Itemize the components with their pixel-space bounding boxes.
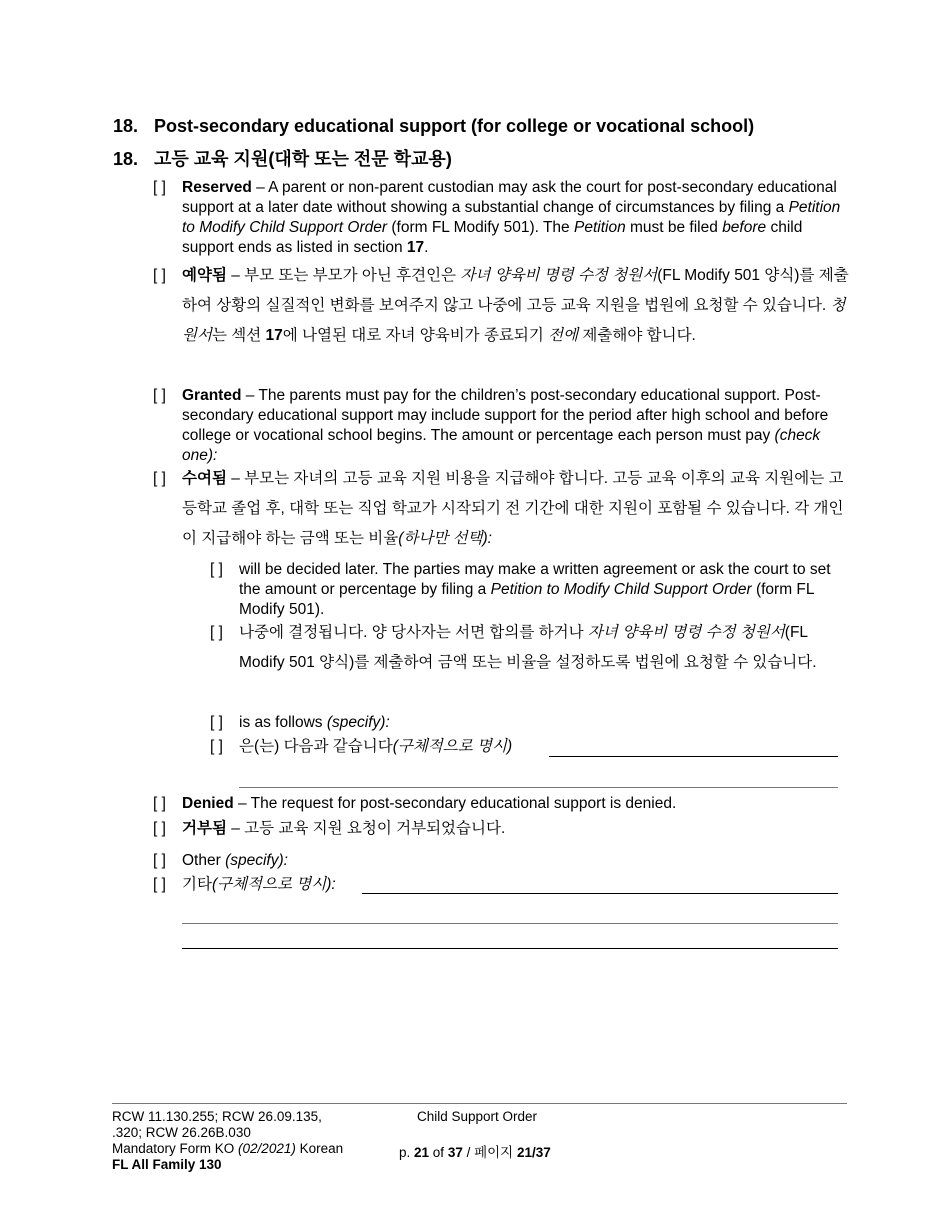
- reserved-section-ref: 17: [406, 239, 425, 256]
- option-granted-ko: [153, 464, 853, 554]
- denied-checkbox[interactable]: [ ]: [153, 795, 166, 812]
- footer-mandatory-text: Mandatory Form KO: [112, 1141, 239, 1156]
- footer-ko-page-current: 21: [516, 1145, 533, 1160]
- later-text-en: [239, 560, 850, 620]
- later-form-name: Petition to Modify Child Support Order: [490, 581, 752, 598]
- option-other-en: [153, 851, 853, 871]
- footer-page-number: [399, 1145, 551, 1161]
- reserved-ko-text-3: 는 섹션: [211, 327, 266, 344]
- reserved-ko-form: 자녀 양육비 명령 수정 청원서: [460, 267, 658, 284]
- later-ko-form: 자녀 양육비 명령 수정 청원서: [587, 624, 785, 641]
- reserved-ko-text-4: 에 나열된 대로 자녀 양육비가 종료되기: [282, 327, 549, 344]
- other-fill-line[interactable]: [362, 893, 838, 894]
- section-heading-en: [113, 116, 754, 137]
- granted-check-one: (check one):: [182, 427, 821, 464]
- suboption-follows-en: [210, 713, 850, 733]
- option-reserved-ko: [153, 261, 853, 381]
- reserved-petition: Petition: [573, 219, 626, 236]
- denied-text-1: – The request for post-secondary educational support is denied.: [233, 795, 677, 812]
- other-fill-line-3[interactable]: [182, 948, 838, 949]
- reserved-form-name: Petition to Modify Child Support Order: [182, 199, 841, 236]
- follows-text-ko: [239, 737, 850, 757]
- granted-text-en: [182, 386, 853, 466]
- granted-checkbox[interactable]: [ ]: [153, 387, 166, 404]
- footer-ko-separator: / 페이지: [462, 1145, 517, 1160]
- footer-divider: [112, 1103, 847, 1104]
- follows-checkbox[interactable]: [ ]: [210, 714, 223, 731]
- footer-language: Korean: [295, 1141, 344, 1156]
- suboption-later-ko: [210, 618, 850, 708]
- reserved-ko-text-1: – 부모 또는 부모가 아닌 후견인은: [226, 267, 461, 284]
- follows-fill-line-2[interactable]: [239, 787, 838, 788]
- footer-page-total: 37: [447, 1145, 463, 1160]
- footer-rcw-2: .320; RCW 26.26B.030: [112, 1125, 251, 1140]
- reserved-checkbox[interactable]: [ ]: [153, 179, 166, 196]
- reserved-text-1: – A parent or non-parent custodian may ask the court for post-secondary educational support at a later date without showing a substantial change of circumstances by filing a: [182, 179, 837, 216]
- other-ko-text-1: 기타: [182, 876, 212, 893]
- follows-text-1: is as follows: [239, 714, 327, 731]
- other-fill-line-2[interactable]: [182, 923, 838, 924]
- footer-form-date: (02/2021): [238, 1141, 296, 1156]
- reserved-ko-section-ref: 17: [265, 327, 283, 344]
- option-denied-en: [153, 794, 853, 814]
- reserved-text-2: (form FL Modify 501). The: [387, 219, 574, 236]
- later-text-ko: [239, 618, 850, 678]
- granted-label: Granted: [182, 387, 242, 404]
- later-ko-text-2: (FL Modify 501 양식)를 제출하여 금액 또는 비율을 설정하도록 법원에 요청할 수 있습니다.: [239, 624, 817, 671]
- reserved-ko-before: 전에: [548, 327, 579, 344]
- follows-fill-line[interactable]: [549, 756, 838, 757]
- denied-ko-text-1: – 고등 교육 지원 요청이 거부되었습니다.: [226, 820, 506, 837]
- footer-left: [112, 1109, 343, 1173]
- footer-mandatory-form: [112, 1141, 343, 1157]
- granted-ko-text-1: – 부모는 자녀의 고등 교육 지원 비용을 지급해야 합니다. 고등 교육 이후의 교육 지원에는 고등학교 졸업 후, 대학 또는 직업 학교가 시작되기 전 기간에 대한 지원이 포함될 수 있습니다. 각 개인이 지급해야 하는 금액 또는 비율: [182, 470, 844, 547]
- reserved-text-4: child support ends as listed in section: [182, 219, 803, 256]
- later-checkbox-ko[interactable]: [ ]: [210, 624, 223, 641]
- footer-form-id: FL All Family 130: [112, 1157, 222, 1172]
- option-denied-ko: [153, 819, 853, 841]
- later-ko-text-1: 나중에 결정됩니다. 양 당사자는 서면 합의를 하거나: [239, 624, 588, 641]
- granted-checkbox-ko[interactable]: [ ]: [153, 470, 166, 487]
- other-ko-specify: (구체적으로 명시):: [211, 876, 336, 893]
- footer-rcw-1: RCW 11.130.255; RCW 26.09.135,: [112, 1109, 322, 1124]
- reserved-ko-text-5: 제출해야 합니다.: [578, 327, 696, 344]
- later-text-1: will be decided later. The parties may make a written agreement or ask the court to set the amount or percentage by filing a: [239, 561, 831, 598]
- reserved-label: Reserved: [182, 179, 252, 196]
- other-text-1: Other: [182, 852, 226, 869]
- reserved-text-en: [182, 178, 853, 258]
- later-checkbox[interactable]: [ ]: [210, 561, 223, 578]
- option-reserved-en: [153, 178, 853, 258]
- footer-p: p.: [399, 1145, 415, 1160]
- other-text-ko: [182, 875, 853, 895]
- section-title-en: Post-secondary educational support (for college or vocational school): [154, 116, 755, 136]
- granted-label-ko: 수여됨: [182, 470, 227, 487]
- option-granted-en: [153, 386, 853, 466]
- reserved-ko-petition: 청원서: [182, 297, 846, 344]
- follows-text-en: [239, 713, 850, 733]
- reserved-before: before: [722, 219, 767, 236]
- reserved-ko-text-2: (FL Modify 501 양식)를 제출하여 상황의 실질적인 변화를 보여주지 않고 나중에 고등 교육 지원을 법원에 요청할 수 있습니다.: [182, 267, 849, 314]
- section-heading-ko: [113, 145, 452, 171]
- section-number: 18.: [113, 116, 139, 136]
- footer-ko-page-total: 37: [535, 1145, 551, 1160]
- other-text-en: [182, 851, 853, 871]
- footer-page-current: 21: [414, 1145, 430, 1160]
- denied-label: Denied: [182, 795, 234, 812]
- reserved-text-ko: [182, 261, 853, 351]
- follows-checkbox-ko[interactable]: [ ]: [210, 738, 223, 755]
- footer-ko-slash: /: [532, 1145, 536, 1160]
- footer-doc-title: Child Support Order: [417, 1109, 538, 1124]
- denied-text-en: [182, 794, 853, 814]
- other-specify: (specify):: [225, 852, 288, 869]
- other-checkbox[interactable]: [ ]: [153, 852, 166, 869]
- suboption-later-en: [210, 560, 850, 620]
- follows-ko-text-1: 은(는) 다음과 같습니다: [239, 738, 393, 755]
- denied-text-ko: [182, 819, 853, 839]
- granted-text-1: – The parents must pay for the children’s post-secondary educational support. Post-secondary educational support may include support for the period after high school and before college or vocational school begins. The amount or percentage each person must pay: [182, 387, 829, 444]
- reserved-text-5: .: [424, 239, 429, 256]
- granted-ko-check-one: (하나만 선택):: [398, 530, 492, 547]
- section-number-ko: 18.: [113, 149, 139, 169]
- denied-checkbox-ko[interactable]: [ ]: [153, 820, 166, 837]
- denied-label-ko: 거부됨: [182, 820, 227, 837]
- follows-specify: (specify):: [326, 714, 390, 731]
- later-text-2: (form FL Modify 501).: [239, 581, 814, 618]
- granted-text-ko: [182, 464, 853, 554]
- follows-ko-specify: (구체적으로 명시): [392, 738, 513, 755]
- other-checkbox-ko[interactable]: [ ]: [153, 876, 166, 893]
- reserved-checkbox-ko[interactable]: [ ]: [153, 267, 166, 284]
- reserved-label-ko: 예약됨: [182, 267, 227, 284]
- reserved-text-3: must be filed: [625, 219, 723, 236]
- section-title-ko: 고등 교육 지원(대학 또는 전문 학교용): [154, 149, 452, 169]
- footer-of: of: [429, 1145, 448, 1160]
